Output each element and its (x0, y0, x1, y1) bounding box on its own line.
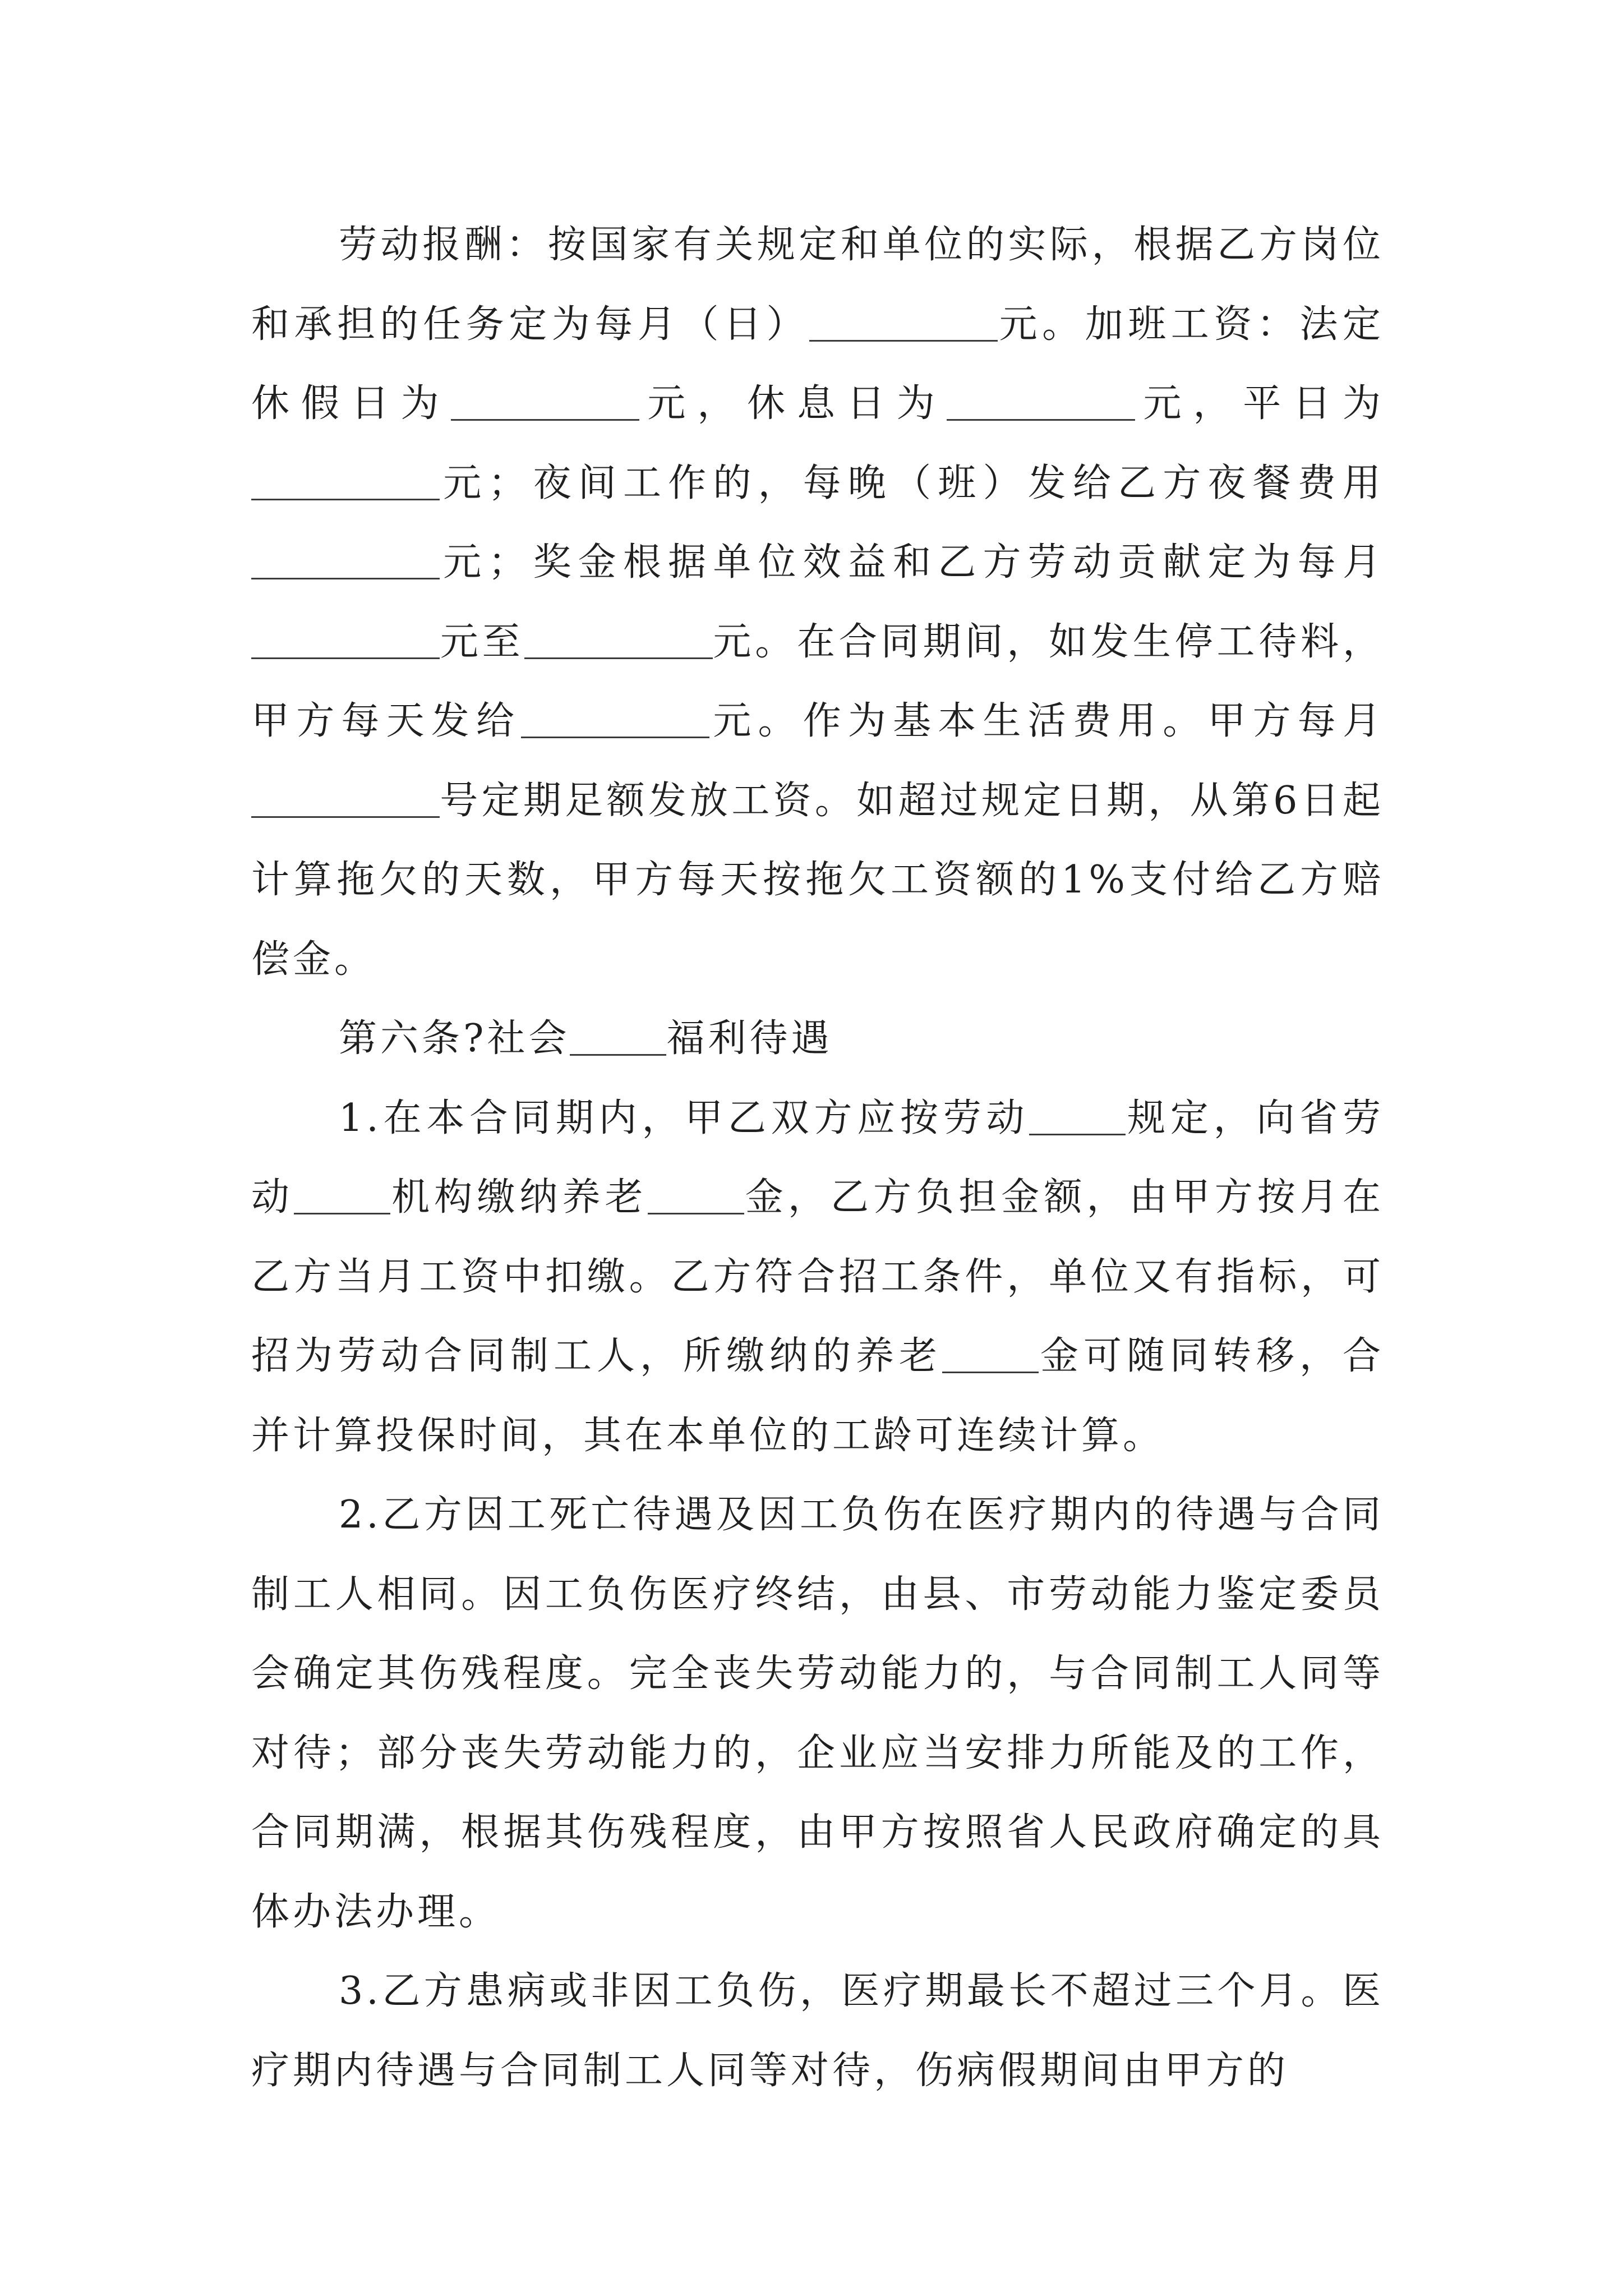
fill-in-blank (251, 623, 440, 659)
fill-in-blank (524, 623, 713, 659)
paragraph-text: 规定，向省劳动 (251, 1096, 1384, 1220)
fill-in-blank (809, 305, 998, 342)
paragraph (251, 1079, 1384, 1476)
paragraph-text: 劳动报酬：按国家有关规定和单位的实际，根据乙方岗位和承担的任务定为每月（日） (251, 223, 1384, 347)
fill-in-blank (521, 702, 709, 738)
fill-in-blank (251, 543, 440, 579)
paragraph (251, 999, 1384, 1079)
fill-in-blank (251, 781, 440, 818)
fill-in-blank (947, 384, 1135, 421)
fill-in-blank (1029, 1099, 1126, 1135)
paragraph-text: 第六条?社会 (339, 1016, 570, 1061)
paragraph-text: 金可随同转移，合并计算投保时间，其在本单位的工龄可连续计算。 (251, 1334, 1384, 1458)
paragraph-text: 金，乙方负担金额，由甲方按月在乙方当月工资中扣缴。乙方符合招工条件，单位又有指标，可招为劳动合同制工人，所缴纳的养老 (251, 1175, 1384, 1378)
paragraph-text: 元至 (440, 619, 524, 664)
fill-in-blank (648, 1178, 744, 1214)
paragraph-text: 3.乙方患病或非因工负伤，医疗期最长不超过三个月。医疗期内待遇与合同制工人同等对待，伤病假期间由甲方的 (251, 1969, 1384, 2093)
paragraph-text: 元，平日为 (1135, 381, 1384, 426)
paragraph (251, 1475, 1384, 1952)
document-body (251, 205, 1384, 2110)
paragraph-text: 2.乙方因工死亡待遇及因工负伤在医疗期内的待遇与合同制工人相同。因工负伤医疗终结，由县、市劳动能力鉴定委员会确定其伤残程度。完全丧失劳动能力的，与合同制工人同等对待；部分丧失劳动能力的，企业应当安排力所能及的工作，合同期满，根据其伤残程度，由甲方按照省人民政府确定的具体办法办理。 (251, 1493, 1384, 1934)
fill-in-blank (942, 1337, 1039, 1373)
paragraph-text: 元。加班工资：法定休假日为 (251, 302, 1384, 426)
paragraph (251, 205, 1384, 999)
paragraph-text: 机构缴纳养老 (390, 1175, 648, 1220)
fill-in-blank (294, 1178, 390, 1214)
paragraph-text: 元。作为基本生活费用。甲方每月 (709, 699, 1384, 743)
paragraph-text: 元，休息日为 (639, 381, 947, 426)
paragraph-text: 福利待遇 (666, 1016, 833, 1061)
paragraph-text: 1.在本合同期内，甲乙双方应按劳动 (339, 1096, 1030, 1140)
paragraph-text: 号定期足额发放工资。如超过规定日期，从第6日起计算拖欠的天数，甲方每天按拖欠工资额的1%支付给乙方赔偿金。 (251, 778, 1384, 982)
fill-in-blank (570, 1019, 666, 1056)
paragraph-text: 元；奖金根据单位效益和乙方劳动贡献定为每月 (440, 540, 1384, 585)
paragraph-text: 元；夜间工作的，每晚（班）发给乙方夜餐费用 (440, 461, 1384, 505)
fill-in-blank (451, 384, 639, 421)
paragraph (251, 1952, 1384, 2110)
fill-in-blank (251, 464, 440, 500)
paragraph-text: 元。在合同期间，如发生停工待料，甲方每天发给 (251, 619, 1384, 743)
